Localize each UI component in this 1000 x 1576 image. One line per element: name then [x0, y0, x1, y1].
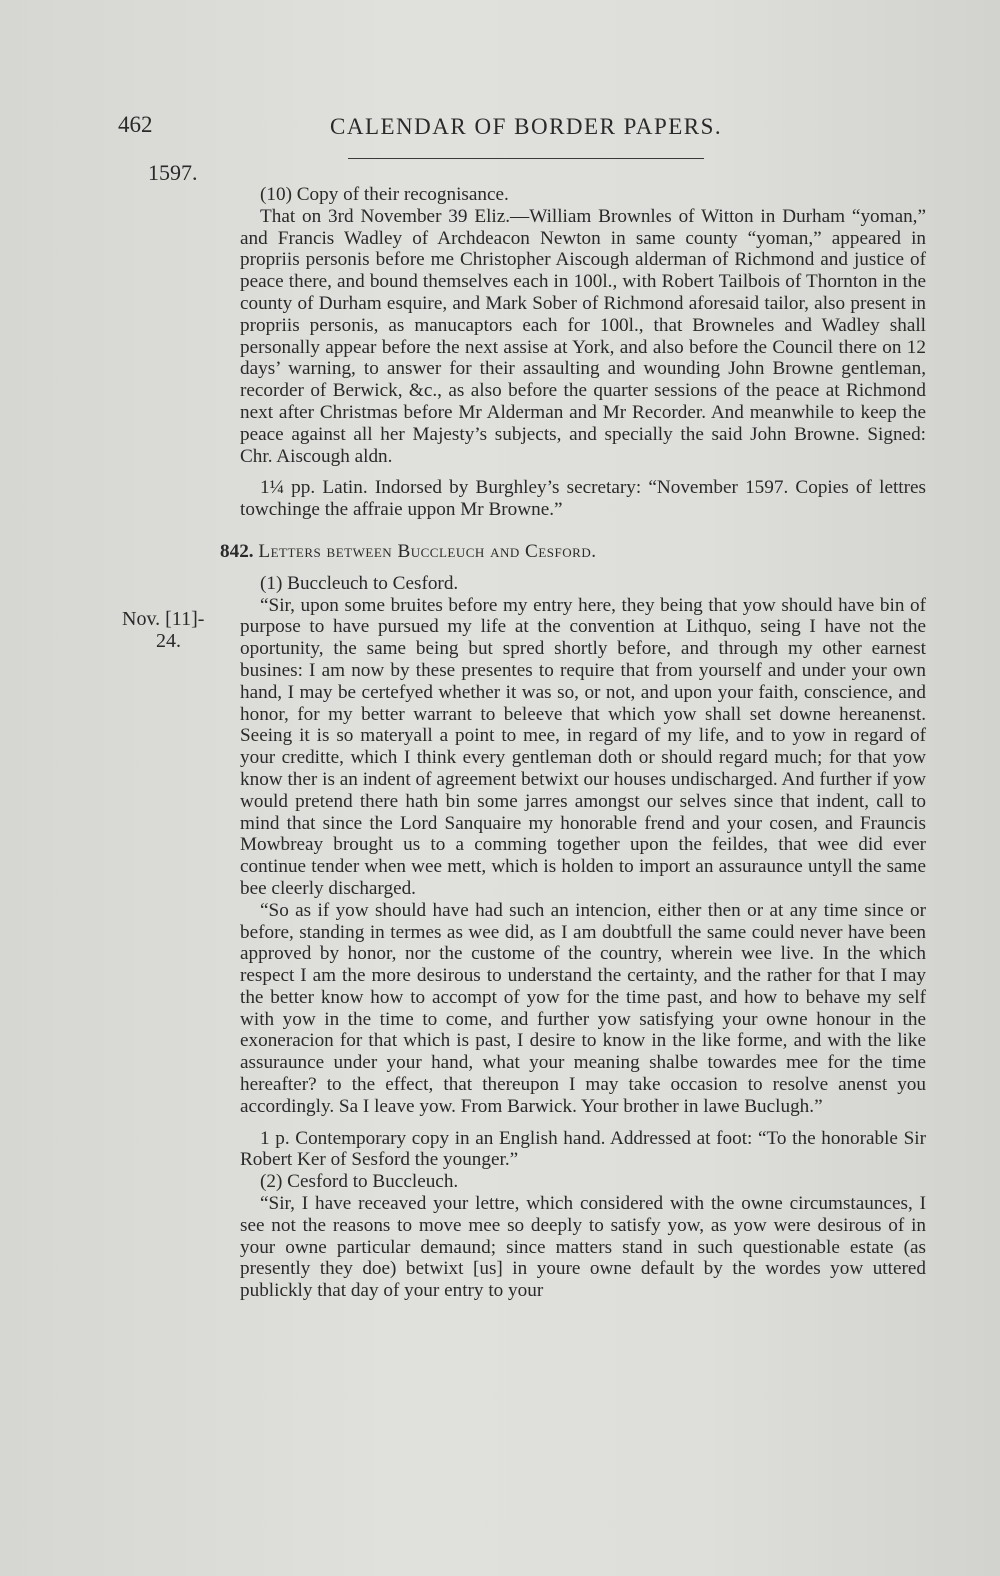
letter1-para1: “Sir, upon some bruites before my entry here, they being that yow should have bin of purpose to have pursued my life at the convention at Lithquo, seing I have not the oportunity, the same being but spred shortly before, and through my other earnest busines: I am now by these presentes to require that from yourself and under your own hand, I may be certefyed whether it was so, or not, and upon your faith, conscience, and honor, for my better warrant to beleeve that which yow shall set downe hereanenst. Seeing it is so materyall a point to mee, in regard of my life, and to yow in regard of your creditte, which I think every gentleman doth or should regard much; for that yow know ther is an indent of agreement betwixt our houses undischarged. And further if yow would pretend there hath bin some jarres amongst our selves since that indent, call to mind that since the Lord Sanquaire my honorable frend and your cosen, and Frauncis Mowbreay brought us to a comming together upon the feildes, that wee did ever continue tender when wee mett, which is holden to import an assuraunce untyll the same bee cleerly discharged.	[240, 594, 926, 899]
header-rule	[348, 158, 704, 159]
running-title: CALENDAR OF BORDER PAPERS.	[330, 114, 723, 139]
letter2-para1: “Sir, I have receaved your lettre, which considered with the owne circumstaunces, I see not the reasons to move mee so deeply to satisfy yow, as yow were desirous of in your owne particular demaund; since matters stand in such questionable estate (as presently they doe) betwixt [us] in youre owne default by the wordes yow uttered publickly that day of your entry to your	[240, 1193, 926, 1302]
entry-title: Letters between Buccleuch and Cesford.	[258, 540, 597, 562]
item10-note: 1¼ pp. Latin. Indorsed by Burghley’s secretary: “November 1597. Copies of lettres towchinge the affraie uppon Mr Browne.”	[240, 477, 926, 521]
entry-number: 842.	[220, 540, 254, 562]
item10-text: That on 3rd November 39 Eliz.—William Brownles of Witton in Durham “yoman,” and Francis Wadley of Archdeacon Newton in same county “yoman,” appeared in propriis personis before me Christopher Aiscough alderman of Richmond and justice of peace there, and bound themselves each in 100l., with Robert Tailbois of Thornton in the county of Durham esquire, and Mark Sober of Richmond aforesaid tailor, also present in propriis personis, as manucaptors each for 100l., that Browneles and Wadley shall personally appear before the next assise at York, and also before the Council there on 12 days’ warning, to answer for their assaulting and wounding John Browne gentleman, recorder of Berwick, &c., as also before the quarter sessions of the peace at Richmond next after Christmas before Mr Alderman and Mr Recorder. And meanwhile to keep the peace against all her Majesty’s subjects, and specially the said John Browne. Signed: Chr. Aiscough aldn.	[240, 205, 926, 467]
entry-date-line2: 24.	[156, 630, 181, 652]
entry-date	[122, 608, 242, 652]
running-header	[118, 112, 938, 152]
entry-heading	[220, 541, 926, 563]
entry-date-line1: Nov. [11]-	[122, 608, 205, 630]
margin-year: 1597.	[148, 160, 198, 185]
body-text	[220, 184, 926, 1302]
letter1-note: 1 p. Contemporary copy in an English hand. Addressed at foot: “To the honorable Sir Robert Ker of Sesford the younger.”	[240, 1127, 926, 1171]
letter1-para2: “So as if yow should have had such an intencion, either then or at any time since or before, standing in termes as wee did, as I am doubtfull the same could never have been approved by honor, nor the custome of the country, wherein wee live. In the which respect I am the more desirous to understand the certainty, and the rather for that I may the better know how to accompt of yow for the time past, and how to behave my self with yow in the time to come, and further yow satisfying your owne honour in the exoneracion for that which is past, I desire to know in the like forme, and with the like assuraunce under your hand, what your meaning shalbe towardes mee for the time hereafter? to the effect, that thereupon I may take occasion to resolve anenst you accordingly. Sa I leave yow. From Barwick. Your brother in lawe Buclugh.”	[240, 899, 926, 1117]
letter1-title: (1) Buccleuch to Cesford.	[260, 572, 459, 594]
letter2-title: (2) Cesford to Buccleuch.	[260, 1171, 459, 1193]
page-number: 462	[118, 112, 153, 137]
item10-title: (10) Copy of their recognisance.	[260, 184, 509, 205]
